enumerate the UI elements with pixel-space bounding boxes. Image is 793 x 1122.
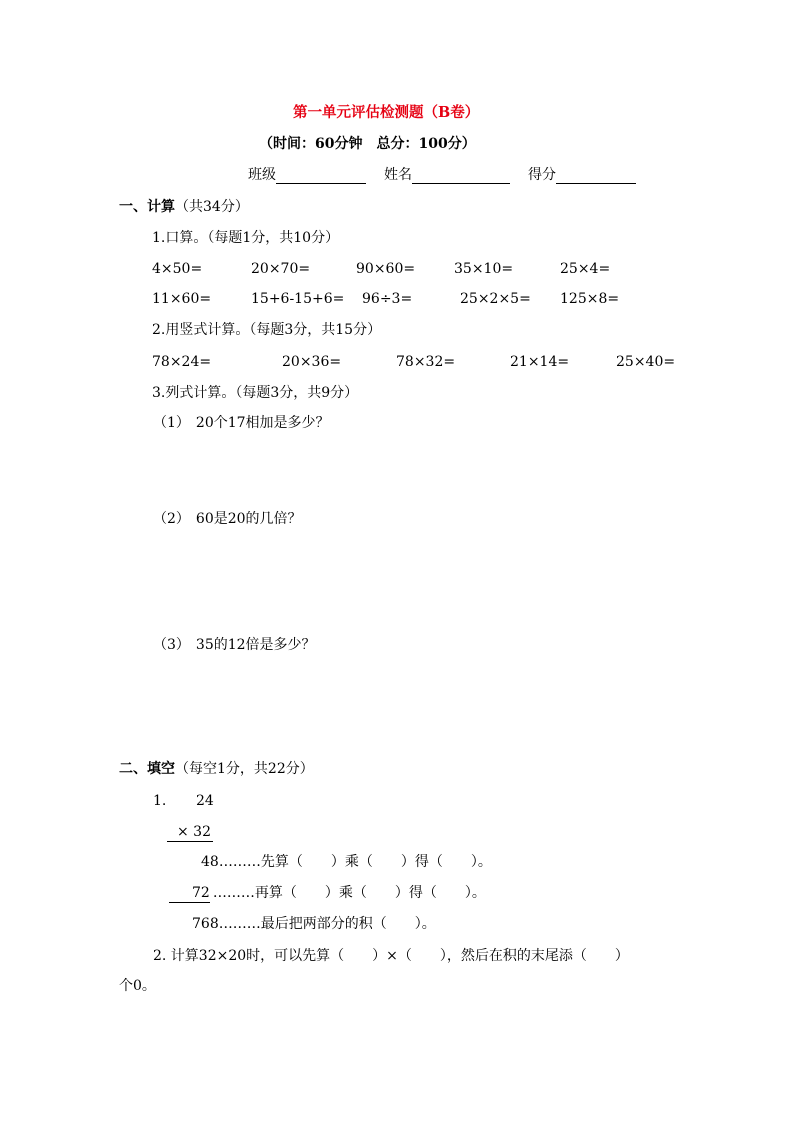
vertical-calc-item: 20×36= xyxy=(282,354,342,370)
oral-calc-item: 90×60= xyxy=(356,261,416,277)
name-label: 姓名 xyxy=(384,167,412,183)
oral-calc-item: 96÷3= xyxy=(362,291,413,307)
word-problem: （1） 20个17相加是多少？ xyxy=(153,415,330,431)
page-title: 第一单元评估检测题（B卷） xyxy=(293,104,480,121)
q3-title: 3.列式计算。（每题3分，共9分） xyxy=(152,385,359,401)
fill-q2-line2: 个0。 xyxy=(119,978,156,994)
section2-heading: 二、填空（每空1分，共22分） xyxy=(119,761,314,777)
class-input-line[interactable] xyxy=(276,169,366,184)
multiplicand: 24 xyxy=(196,793,214,809)
oral-calc-item: 11×60= xyxy=(152,291,212,307)
multiplier: × 32 xyxy=(167,823,213,842)
fill-q2-line1: 2. 计算32×20时，可以先算（ ）×（ ），然后在积的末尾添（ ） xyxy=(153,948,629,964)
score-field xyxy=(528,166,636,184)
partial-product-row: 48………先算（ ）乘（ ）得（ ）。 xyxy=(201,854,492,870)
oral-calc-item: 4×50= xyxy=(152,261,203,277)
word-problem: （3） 35的12倍是多少？ xyxy=(153,637,316,653)
score-input-line[interactable] xyxy=(556,169,636,184)
class-label: 班级 xyxy=(248,167,276,183)
oral-calc-item: 35×10= xyxy=(454,261,514,277)
oral-calc-item: 20×70= xyxy=(251,261,311,277)
q2-title: 2.用竖式计算。（每题3分，共15分） xyxy=(152,322,382,338)
fill-q1-number: 1. xyxy=(153,793,167,809)
word-problem: （2） 60是20的几倍？ xyxy=(153,511,302,527)
vertical-calc-item: 25×40= xyxy=(616,354,676,370)
exam-info: （时间：60分钟 总分：100分） xyxy=(259,136,476,152)
section1-heading: 一、计算（共34分） xyxy=(119,199,249,215)
oral-calc-item: 15+6-15+6= xyxy=(251,291,345,307)
q1-title: 1.口算。（每题1分，共10分） xyxy=(152,230,340,246)
product-row: 768………最后把两部分的积（ ）。 xyxy=(192,916,436,932)
vertical-calc-item: 78×32= xyxy=(396,354,456,370)
vertical-calc-item: 78×24= xyxy=(152,354,212,370)
oral-calc-item: 25×4= xyxy=(560,261,611,277)
name-input-line[interactable] xyxy=(412,169,510,184)
partial-product-row: 72 ………再算（ ）乘（ ）得（ ）。 xyxy=(169,884,486,903)
vertical-calc-item: 21×14= xyxy=(510,354,570,370)
class-field xyxy=(248,166,366,184)
oral-calc-item: 25×2×5= xyxy=(460,291,531,307)
name-field xyxy=(384,166,510,184)
oral-calc-item: 125×8= xyxy=(560,291,620,307)
score-label: 得分 xyxy=(528,167,556,183)
